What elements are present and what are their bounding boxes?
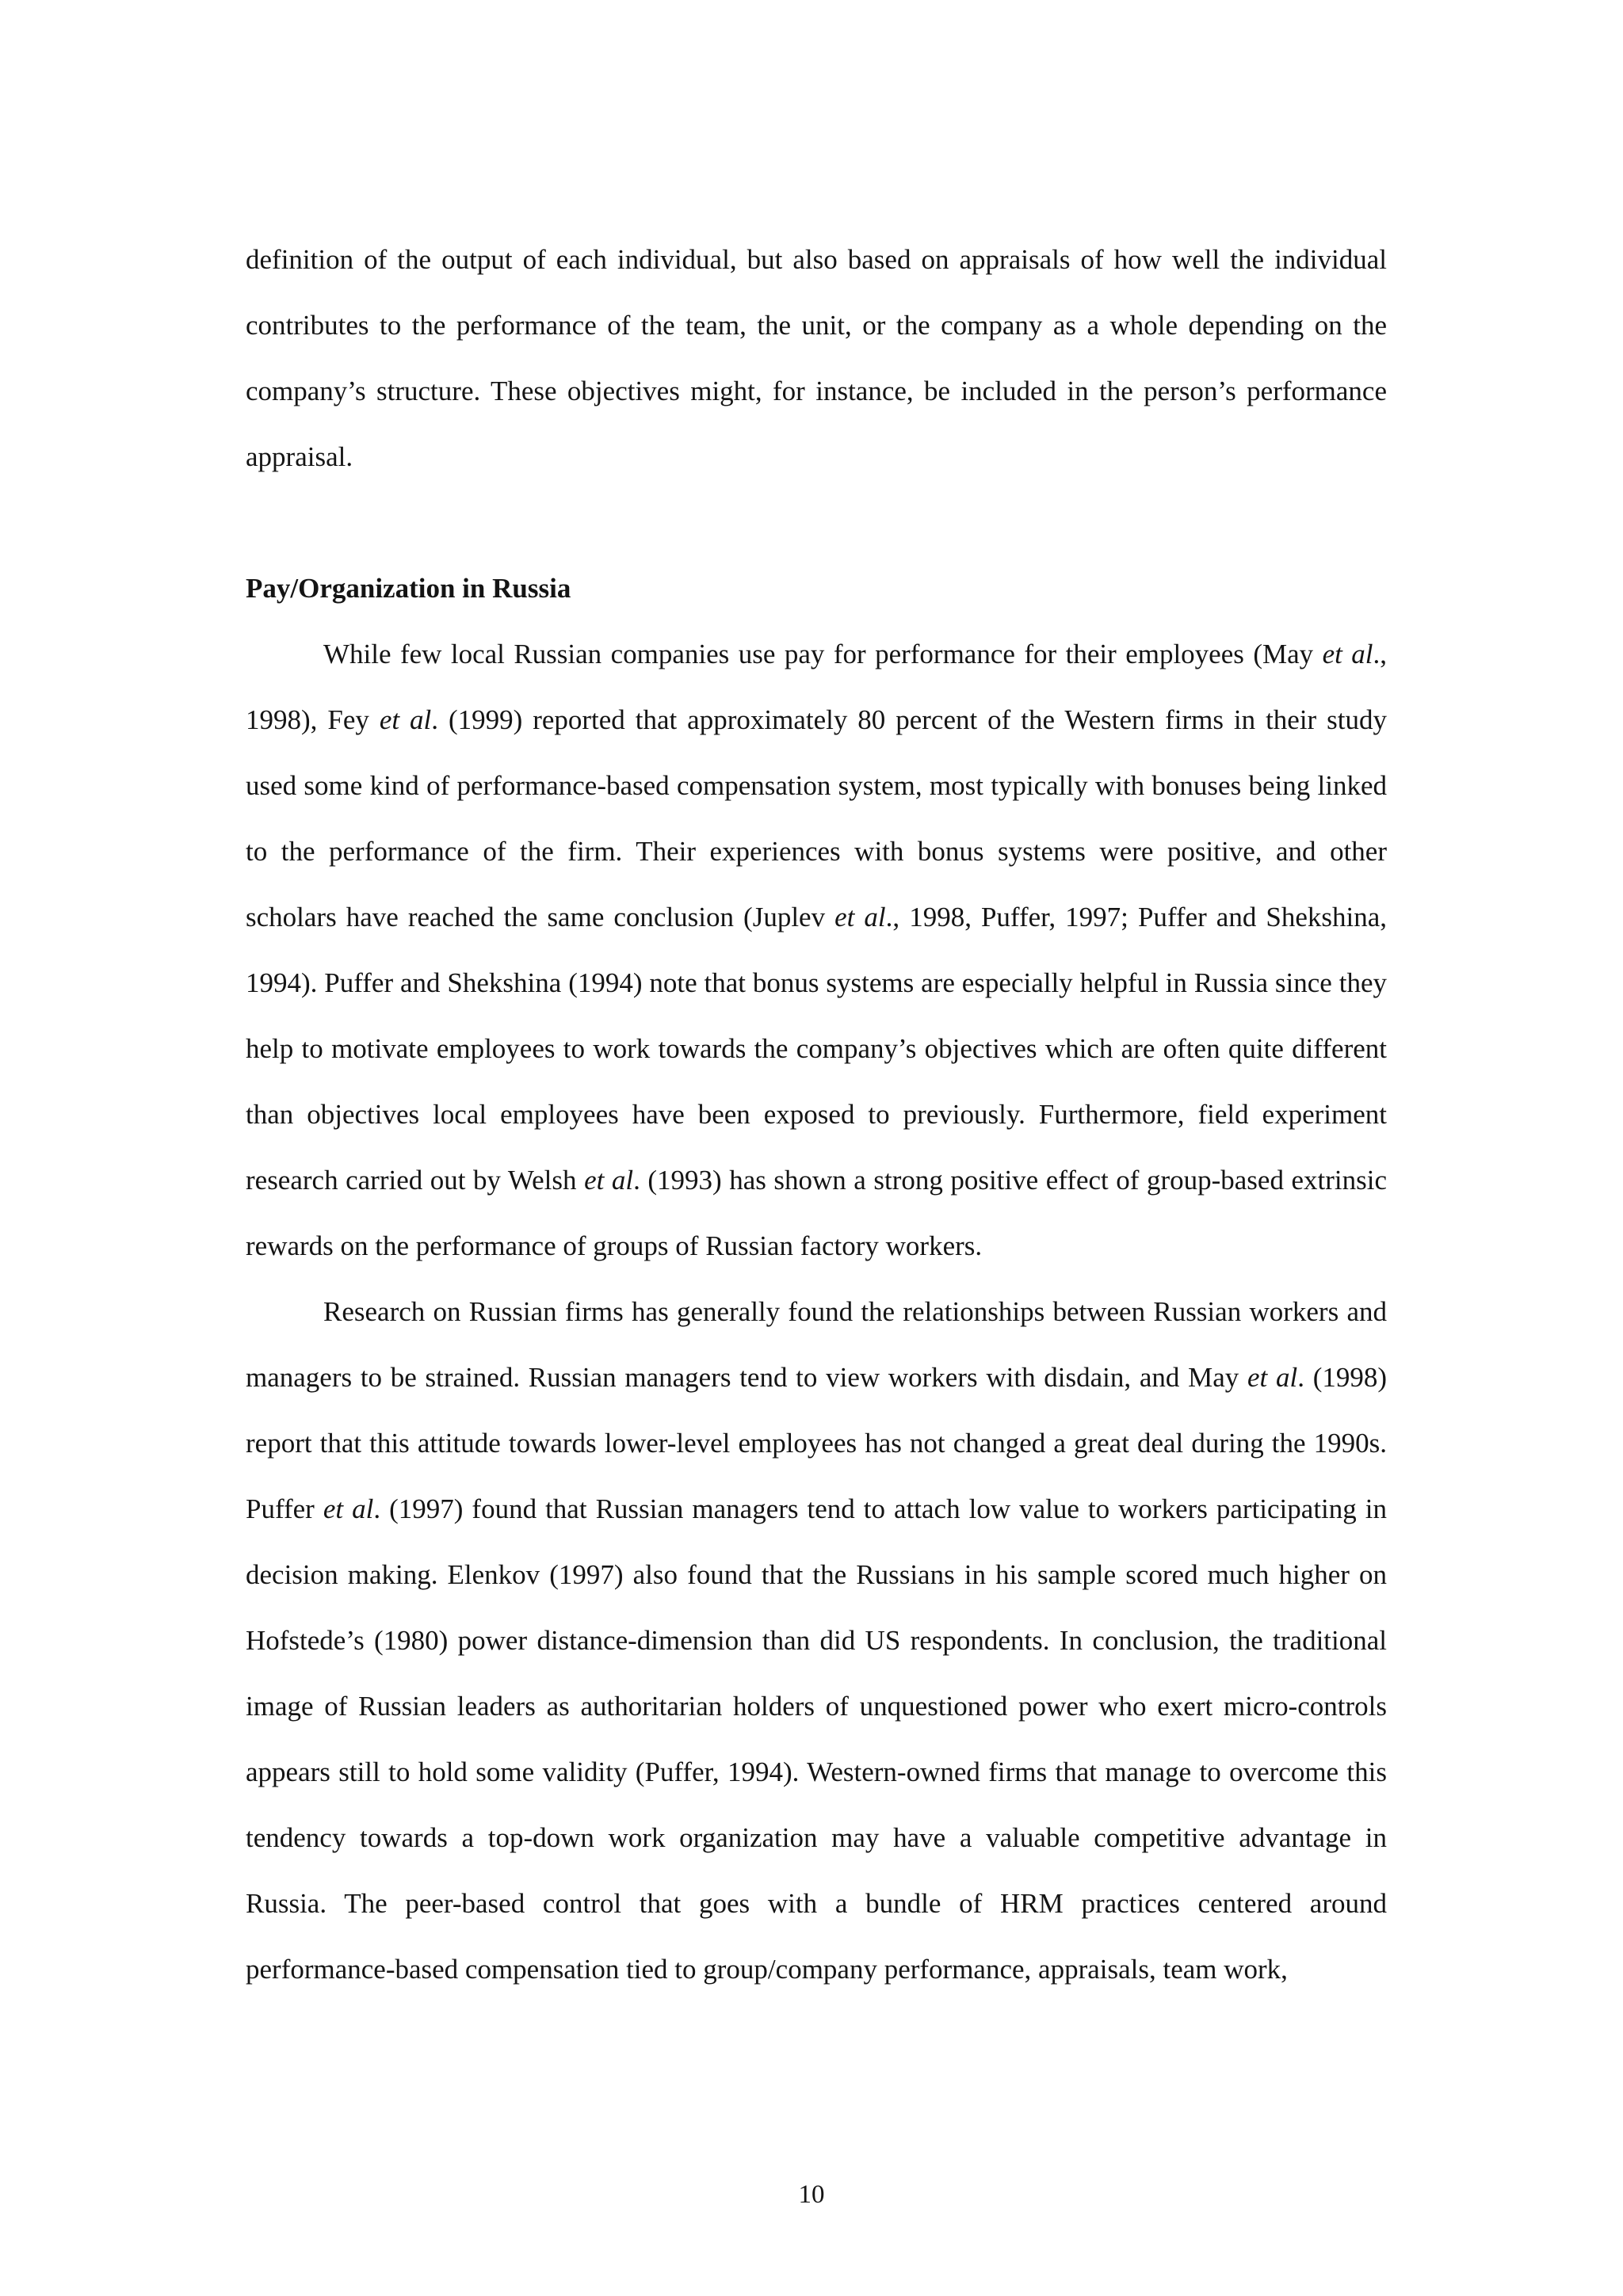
paragraph-intro: [246, 227, 1387, 490]
text-run: ., 1998, Puffer, 1997; Puffer and Shekshina, 1994). Puffer and Shekshina (1994) note that bonus systems are especially helpful in Russia since they help to motivate employees to work towards the company’s objectives which are often quite different than objectives local employees have been exposed to previously. Furthermore, field experiment research carried out by Welsh: [246, 902, 1388, 1196]
italic-citation-run: et al: [1247, 1362, 1298, 1393]
text-run: Research on Russian firms has generally found the relationships between Russian workers and managers to be strained. Russian managers tend to view workers with disdain, and May: [246, 1296, 1387, 1393]
italic-citation-run: et al: [379, 704, 432, 735]
text-run: . (1997) found that Russian managers tend to attach low value to workers participating in decision making. Elenkov (1997) also found that the Russians in his sample scored much higher on Hofstede’s (1980) power distance-dimension than did US respondents. In conclusion, the traditional image of Russian leaders as authoritarian holders of unquestioned power who exert micro-controls appears still to hold some validity (Puffer, 1994). Western-owned firms that manage to overcome this tendency towards a top-down work organization may have a valuable competitive advantage in Russia. The peer-based control that goes with a bundle of HRM practices centered around performance-based compensation tied to group/company performance, appraisals, team work,: [246, 1493, 1387, 1985]
text-run: While few local Russian companies use pay for performance for their employees (May: [323, 639, 1323, 669]
text-run: . (1998) report that this attitude towards lower-level employees has not changed a great deal during the 1990s. Puffer: [246, 1362, 1388, 1524]
section-gap: [246, 490, 1387, 555]
text-run: definition of the output of each individual, but also based on appraisals of how well the individual contributes to the performance of the team, the unit, or the company as a whole depending on the company’s structure. These objectives might, for instance, be included in the person’s performance appraisal.: [246, 244, 1387, 472]
italic-citation-run: et al: [323, 1493, 374, 1524]
text-run: . (1999) reported that approximately 80 percent of the Western firms in their study used some kind of performance-based compensation system, most typically with bonuses being linked to the performance of the firm. Their experiences with bonus systems were positive, and other scholars have reached the same conclusion (Juplev: [246, 704, 1388, 933]
italic-citation-run: et al: [584, 1165, 634, 1196]
text-run: ., 1998), Fey: [246, 639, 1388, 735]
page-number: 10: [798, 2180, 825, 2209]
paragraph-worker-manager-relations: [246, 1279, 1387, 2002]
italic-citation-run: et al: [834, 902, 886, 933]
italic-citation-run: et al: [1322, 639, 1373, 669]
text-run: . (1993) has shown a strong positive effect of group-based extrinsic rewards on the performance of groups of Russian factory workers.: [246, 1165, 1388, 1261]
section-heading: Pay/Organization in Russia: [246, 573, 571, 604]
paragraph-pay-for-performance: [246, 621, 1387, 1279]
page-body: [246, 227, 1387, 2002]
